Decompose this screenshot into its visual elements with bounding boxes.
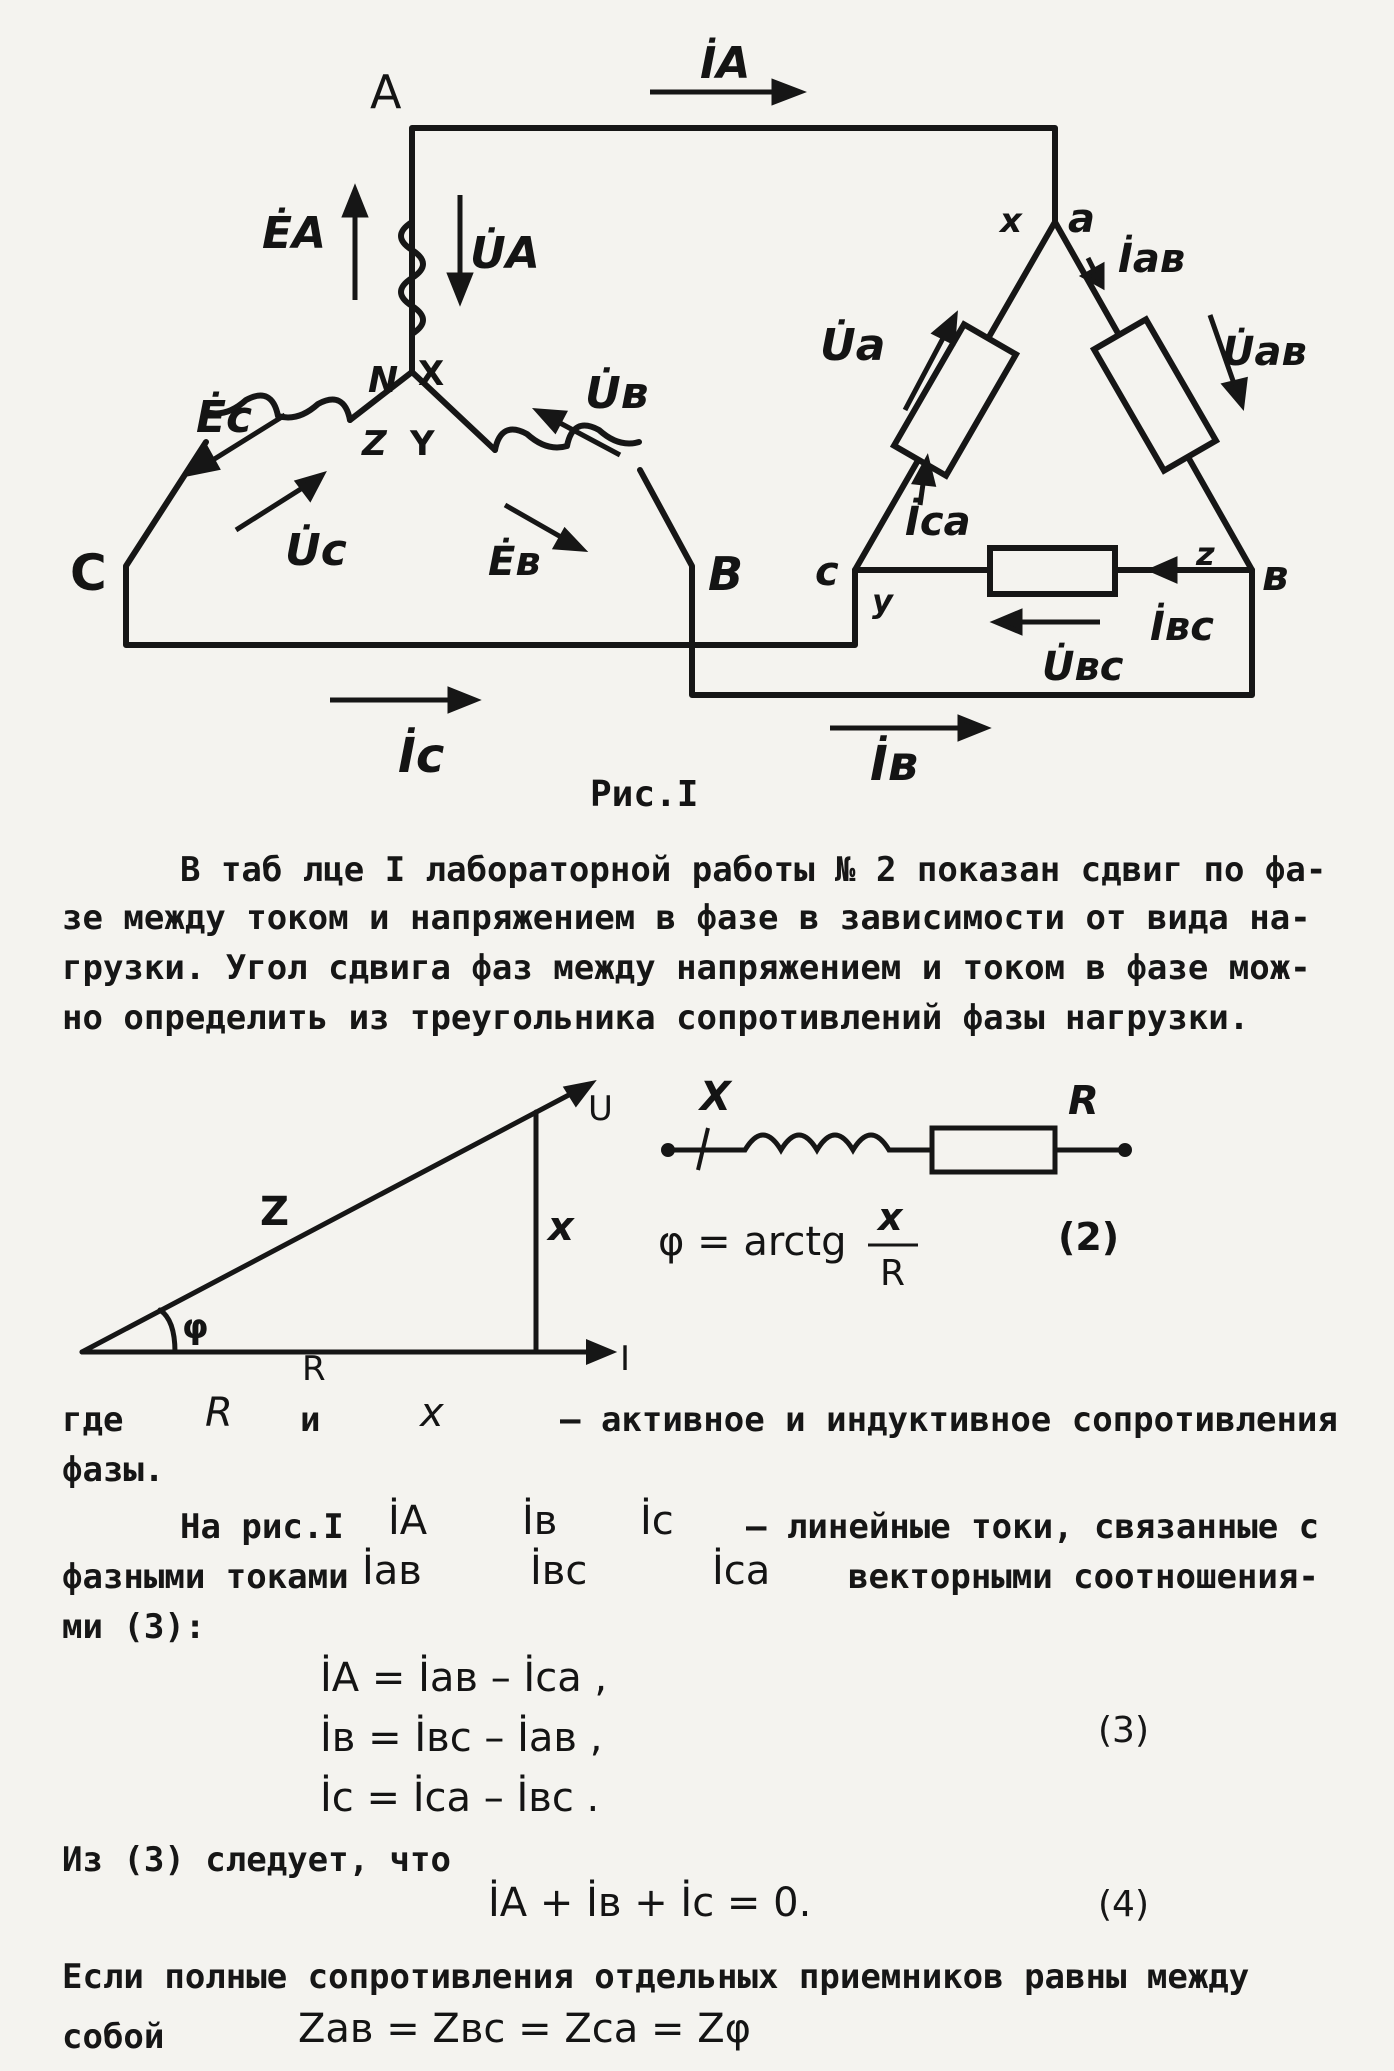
- triangle-label-R: R: [302, 1349, 326, 1389]
- phase-Iab: İaв: [362, 1548, 422, 1594]
- label-node-A: A: [370, 65, 402, 119]
- equation-4-number: (4): [1098, 1884, 1149, 1925]
- paragraph-1-line-3: грузки. Угол сдвига фаз между напряжением и током в фазе мож-: [62, 948, 1311, 988]
- equation-3-line-3: İc = İca – İвc .: [320, 1775, 600, 1821]
- label-Ibc: İвc: [1150, 604, 1214, 650]
- ris-text: – линейные токи, связанные с: [746, 1507, 1320, 1547]
- equation-3-line-2: İв = İвc – İaв ,: [320, 1715, 603, 1761]
- label-node-B: B: [708, 547, 744, 601]
- phase-text: векторными соотношения-: [848, 1557, 1319, 1597]
- label-IC: İc: [398, 728, 445, 784]
- where-prefix: где: [62, 1400, 124, 1440]
- phase-start: фазными токами: [62, 1557, 349, 1597]
- circuit-label-R: R: [1068, 1078, 1099, 1124]
- triangle-label-I: I: [620, 1339, 631, 1379]
- label-UC: U̇c: [285, 525, 347, 576]
- label-node-c: c: [815, 549, 839, 595]
- resistor-bc: [990, 548, 1115, 594]
- triangle-label-phi: φ: [182, 1307, 209, 1347]
- label-Iab: İав: [1118, 236, 1186, 282]
- label-EA: ĖA: [262, 208, 327, 259]
- equation-5: Zaв = Zвc = Zca = Zφ: [298, 2006, 751, 2052]
- ris-IC: İc: [640, 1498, 674, 1544]
- label-node-a: a: [1068, 196, 1095, 242]
- ris-start: На рис.I: [180, 1507, 344, 1547]
- equation-3-line-1: İA = İaв – İca ,: [320, 1655, 608, 1701]
- equation-4: İA + İв + İc = 0.: [488, 1880, 812, 1926]
- triangle-label-x: x: [548, 1204, 574, 1250]
- ris-IA: İA: [388, 1498, 428, 1544]
- impedance-triangle: [0, 1070, 1394, 1430]
- formula-2-den: R: [880, 1253, 906, 1294]
- triangle-label-U: U: [588, 1089, 613, 1129]
- ris-IB: İв: [522, 1498, 558, 1544]
- label-x: x: [1000, 201, 1022, 241]
- resistor-ab: [1094, 319, 1216, 470]
- figure-1-caption: Рис.I: [590, 774, 699, 815]
- label-Ubc: U̇вc: [1042, 644, 1124, 690]
- where-and: и: [300, 1400, 321, 1440]
- where-text: – активное и индуктивное сопротивления: [560, 1400, 1338, 1440]
- phase-Ica: İca: [712, 1548, 771, 1594]
- label-Ica: İca: [905, 499, 971, 545]
- label-Ua: U̇a: [820, 320, 886, 371]
- label-y: y: [872, 582, 893, 620]
- label-IA: İA: [700, 38, 751, 89]
- follows-line: Из (3) следует, что: [62, 1840, 451, 1880]
- where-x: x: [420, 1390, 444, 1436]
- label-IB: İв: [870, 736, 919, 792]
- label-UA: U̇A: [470, 228, 540, 279]
- label-X: X: [418, 354, 445, 394]
- phase-Ibc: İвc: [530, 1548, 588, 1594]
- label-EC: Ėc: [196, 392, 253, 443]
- paragraph-1-line-1: В таб лце I лабораторной работы № 2 показан сдвиг по фа-: [180, 850, 1327, 890]
- formula-2-num: x: [878, 1195, 903, 1239]
- label-EB: Ėв: [488, 539, 541, 585]
- resistor-r: [932, 1128, 1055, 1172]
- where-R: R: [205, 1390, 233, 1436]
- paragraph-1-line-2: зе между током и напряжением в фазе в зависимости от вида на-: [62, 898, 1311, 938]
- formula-2-number: (2): [1058, 1215, 1120, 1259]
- triangle-label-Z: Z: [260, 1189, 290, 1235]
- label-N: N: [368, 360, 399, 401]
- label-node-b: в: [1262, 551, 1289, 600]
- equation-3-number: (3): [1098, 1710, 1149, 1751]
- last-prefix: собой: [62, 2017, 165, 2057]
- mi-line: ми (3):: [62, 1607, 206, 1647]
- label-node-C: C: [70, 544, 107, 602]
- label-Y: Y: [410, 424, 435, 464]
- label-Z: Z: [362, 424, 387, 464]
- circuit-label-x: X: [700, 1074, 731, 1120]
- label-z: z: [1196, 535, 1215, 573]
- paragraph-1-line-4: но определить из треугольника сопротивлений фазы нагрузки.: [62, 998, 1250, 1038]
- figure-1-circuit: [0, 0, 1394, 830]
- label-Uab: U̇ав: [1222, 329, 1307, 375]
- last-line-1: Если полные сопротивления отдельных приемников равны между: [62, 1957, 1250, 1997]
- where-continuation: фазы.: [62, 1450, 165, 1490]
- formula-2-lhs: φ = arctg: [658, 1219, 847, 1265]
- label-UB: U̇в: [585, 368, 649, 419]
